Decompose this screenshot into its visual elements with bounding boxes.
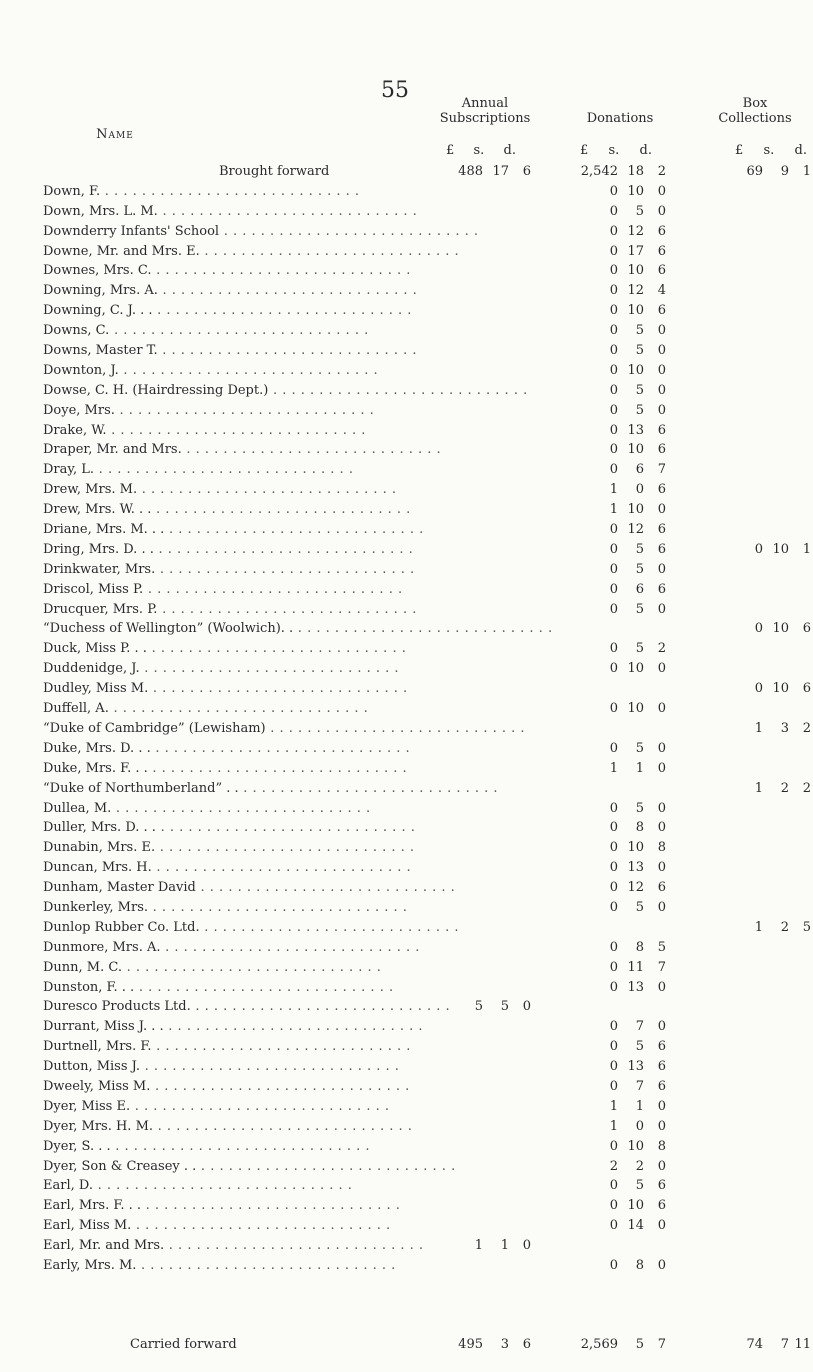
table-row xyxy=(43,619,813,639)
amount-don: 0 5 0 xyxy=(609,343,666,359)
amount-don: 0 5 0 xyxy=(609,740,666,756)
amount-don: 0 13 0 xyxy=(609,860,666,876)
amount-don: 2 2 0 xyxy=(609,1158,666,1174)
table-row xyxy=(43,520,813,540)
entry-name-text: Downton, J. xyxy=(43,362,119,378)
ledger-table xyxy=(43,162,813,1276)
entry-name-text: Downs, C. xyxy=(43,323,110,339)
leader-dots: . . . . . . . . . . . . . . . . . . . . . . . . . . . . xyxy=(109,323,369,339)
amount-don: 0 5 0 xyxy=(609,402,666,418)
leader-dots: . . . . . . . . . . . . . . . . . . . . . . . . . . . . xyxy=(157,203,418,219)
amount-don: 1 0 0 xyxy=(609,1118,666,1134)
entry-name-text: Drew, Mrs. W. . . xyxy=(43,502,152,518)
leader-dots: . . . . . . . . . . . . . . . . . . . . . . . . . . . . xyxy=(118,362,379,378)
entry-name-text: Dullea, M. xyxy=(43,800,112,816)
amount-don: 0 10 6 xyxy=(609,303,666,319)
leader-dots: . . . . . . . . . . . . . . . . . . . . . . . . . . . . xyxy=(238,780,499,796)
leader-dots: . . . . . . . . . . . . . . . . . . . . . . . . . . . . xyxy=(136,1257,396,1273)
entry-name xyxy=(43,520,433,540)
table-row xyxy=(43,858,813,878)
entry-name-text: Down, Mrs. L. M. xyxy=(43,203,158,219)
amount-don: 0 5 0 xyxy=(609,382,666,398)
amount-don: 0 5 0 xyxy=(609,899,666,915)
entry-name xyxy=(43,858,433,878)
table-row xyxy=(43,759,813,779)
leader-dots: . . . . . . . . . . . . . . . . . . . . . . . . . . . . xyxy=(151,263,411,279)
entry-name xyxy=(43,540,433,560)
entry-name xyxy=(43,719,526,739)
entry-name xyxy=(43,560,433,580)
entry-name xyxy=(43,1256,433,1276)
entry-name xyxy=(43,1077,433,1097)
entry-name-text: Earl, Miss M. xyxy=(43,1218,132,1234)
table-row xyxy=(43,679,813,699)
entry-name-text: Drake, W. xyxy=(43,422,107,438)
leader-dots: . . . . . . . . . . . . . . . . . . . . . . . . . . . . xyxy=(141,1198,401,1214)
entry-name xyxy=(43,759,433,779)
leader-dots: . . . . . . . . . . . . . . . . . . . . . . . . . . . . xyxy=(148,681,408,697)
table-row xyxy=(43,440,813,460)
table-row xyxy=(43,1037,813,1057)
amount-don: 1 0 6 xyxy=(609,482,666,498)
entry-name-text: Down, F. xyxy=(43,183,101,199)
entry-name xyxy=(43,1176,433,1196)
entry-name xyxy=(43,1196,433,1216)
entry-name xyxy=(43,1137,433,1157)
entry-name-text: Duke, Mrs. F. . . xyxy=(43,760,148,776)
entry-name xyxy=(43,500,433,520)
entry-name-text: Durtnell, Mrs. F. xyxy=(43,1039,152,1055)
entry-name xyxy=(43,281,433,301)
leader-dots: . . . . . . . . . . . . . . . . . . . . . . . . . . . . xyxy=(122,959,382,975)
carried-forward-label: Carried forward xyxy=(130,1337,237,1352)
leader-dots: . . . . . . . . . . . . . . . . . . . . . . . . . . . . xyxy=(195,880,456,896)
amount-box: 1 3 2 xyxy=(754,720,811,736)
leader-dots: . . . . . . . . . . . . . . . . . . . . . . . . . . . . xyxy=(148,899,408,915)
leader-dots: . . . . . . . . . . . . . . . . . . . . . . . . . . . . xyxy=(268,382,528,398)
table-row xyxy=(43,898,813,918)
entry-name-text: Downs, Master T. xyxy=(43,343,158,359)
table-row xyxy=(43,202,813,222)
amount-box: 1 2 5 xyxy=(754,919,811,935)
amount-box: 0 10 6 xyxy=(754,621,811,637)
leader-dots: . . . . . . . . . . . . . . . . . . . . . . . . . . . . xyxy=(151,502,411,518)
entry-name xyxy=(43,1216,433,1236)
entry-name xyxy=(43,818,433,838)
currency-subscriptions: £ s. d. xyxy=(446,143,516,158)
entry-name xyxy=(43,261,433,281)
table-row xyxy=(43,739,813,759)
leader-dots: . . . . . . . . . . . . . . . . . . . . . . . . . . . . xyxy=(181,442,442,458)
leader-dots: . . . . . . . . . . . . . . . . . . . . . . . . . . . . xyxy=(146,641,407,657)
table-row xyxy=(43,460,813,480)
leader-dots: . . . . . . . . . . . . . . . . . . . . . . . . . . . . xyxy=(139,661,400,677)
amount-don: 0 17 6 xyxy=(609,243,666,259)
entry-name xyxy=(43,838,433,858)
entry-name xyxy=(43,580,433,600)
entry-name xyxy=(43,321,433,341)
amount-don: 0 10 0 xyxy=(609,183,666,199)
entry-name-text: Dray, L. xyxy=(43,462,95,478)
amount-don: 0 10 0 xyxy=(609,661,666,677)
table-row xyxy=(43,321,813,341)
leader-dots: . . . . . . . . . . . . . . . . . . . . . . . . . . . . xyxy=(137,482,397,498)
amount-don: 0 12 6 xyxy=(609,522,666,538)
table-row xyxy=(43,719,813,739)
brought-forward-donations: 2,542 18 2 xyxy=(580,164,666,179)
table-row xyxy=(43,1176,813,1196)
amount-don: 0 8 5 xyxy=(609,939,666,955)
amount-don: 0 12 6 xyxy=(609,223,666,239)
entry-name-text: “Duke of Northumberland” . . xyxy=(43,780,239,796)
entry-name-text: Doye, Mrs. xyxy=(43,402,115,418)
currency-box: £ s. d. xyxy=(735,143,807,158)
leader-dots: . . . . . . . . . . . . . . . . . . . . . . . . . . . . xyxy=(151,860,412,876)
amount-don: 0 5 0 xyxy=(609,323,666,339)
entry-name-text: Dyer, S. . . xyxy=(43,1138,111,1154)
leader-dots: . . . . . . . . . . . . . . . . . . . . . . . . . . . . xyxy=(153,541,414,557)
entry-name xyxy=(43,1037,433,1057)
entry-name xyxy=(43,918,459,938)
entry-name-text: Duck, Miss P. . . xyxy=(43,641,147,657)
leader-dots: . . . . . . . . . . . . . . . . . . . . . . . . . . . . xyxy=(92,1178,353,1194)
entry-name-text: Driane, Mrs. M. . . xyxy=(43,522,165,538)
table-row xyxy=(43,918,813,938)
table-row xyxy=(43,978,813,998)
header-subscriptions: Annual Subscriptions xyxy=(439,96,531,126)
table-row xyxy=(43,1157,813,1177)
leader-dots: . . . . . . . . . . . . . . . . . . . . . . . . . . . . xyxy=(199,243,460,259)
entry-name-text: Dunlop Rubber Co. Ltd. xyxy=(43,919,200,935)
leader-dots: . . . . . . . . . . . . . . . . . . . . . . . . . . . . xyxy=(265,720,526,736)
entry-name-text: Dudley, Miss M. xyxy=(43,681,149,697)
amount-don: 0 10 6 xyxy=(609,442,666,458)
leader-dots: . . . . . . . . . . . . . . . . . . . . . . . . . . . . xyxy=(160,939,420,955)
entry-name xyxy=(43,600,433,620)
amount-box: 0 10 6 xyxy=(754,681,811,697)
entry-name xyxy=(43,958,433,978)
leader-dots: . . . . . . . . . . . . . . . . . . . . . . . . . . . . xyxy=(155,561,415,577)
entry-name xyxy=(43,978,433,998)
leader-dots: . . . . . . . . . . . . . . . . . . . . . . . . . . . . xyxy=(155,840,415,856)
table-row xyxy=(43,242,813,262)
entry-name xyxy=(43,1057,433,1077)
entry-name xyxy=(43,938,433,958)
table-row xyxy=(43,301,813,321)
entry-name xyxy=(43,401,433,421)
entry-name xyxy=(43,659,433,679)
amount-don: 1 1 0 xyxy=(609,760,666,776)
table-row xyxy=(43,1017,813,1037)
leader-dots: . . . . . . . . . . . . . . . . . . . . . . . . . . . . xyxy=(152,303,412,319)
table-row xyxy=(43,1077,813,1097)
entry-name-text: Duke, Mrs. D. . . xyxy=(43,740,151,756)
entry-name xyxy=(43,1236,433,1256)
leader-dots: . . . . . . . . . . . . . . . . . . . . . . . . . . . . xyxy=(219,223,479,239)
leader-dots: . . . . . . . . . . . . . . . . . . . . . . . . . . . . xyxy=(157,601,417,617)
leader-dots: . . . . . . . . . . . . . . . . . . . . . . . . . . . . xyxy=(108,701,369,717)
entry-name xyxy=(43,460,433,480)
entry-name-text: Early, Mrs. M. xyxy=(43,1257,137,1273)
entry-name xyxy=(43,202,433,222)
leader-dots: . . . . . . . . . . . . . . . . . . . . . . . . . . . . xyxy=(94,462,354,478)
amount-don: 0 8 0 xyxy=(609,1257,666,1273)
entry-name-text: Downderry Infants' School xyxy=(43,223,220,239)
leader-dots: . . . . . . . . . . . . . . . . . . . . . . . . . . . . xyxy=(151,1039,411,1055)
currency-donations: £ s. d. xyxy=(580,143,652,158)
amount-don: 0 10 0 xyxy=(609,362,666,378)
entry-name-text: Downes, Mrs. C. xyxy=(43,263,152,279)
amount-don: 0 7 6 xyxy=(609,1078,666,1094)
entry-name-text: “Duchess of Wellington” (Woolwich). . xyxy=(43,621,294,637)
entry-name-text: Dweely, Miss M. xyxy=(43,1078,151,1094)
leader-dots: . . . . . . . . . . . . . . . . . . . . . . . . . . . . xyxy=(196,1158,456,1174)
header-name: Name xyxy=(96,127,134,142)
amount-don: 0 5 2 xyxy=(609,641,666,657)
entry-name xyxy=(43,1117,433,1137)
entry-name xyxy=(43,799,433,819)
table-row xyxy=(43,699,813,719)
entry-name-text: Durrant, Miss J. . . xyxy=(43,1019,164,1035)
table-row xyxy=(43,838,813,858)
header-donations: Donations xyxy=(586,111,654,126)
table-row xyxy=(43,1057,813,1077)
amount-don: 0 10 0 xyxy=(609,701,666,717)
entry-name xyxy=(43,898,433,918)
brought-forward-label: Brought forward xyxy=(219,164,330,179)
table-row xyxy=(43,1137,813,1157)
page-number: 55 xyxy=(381,78,409,103)
amount-don: 0 6 6 xyxy=(609,581,666,597)
entry-name xyxy=(43,1157,456,1177)
entry-name xyxy=(43,619,553,639)
brought-forward-row xyxy=(43,162,813,182)
leader-dots: . . . . . . . . . . . . . . . . . . . . . . . . . . . . xyxy=(131,1218,391,1234)
table-row xyxy=(43,818,813,838)
table-row xyxy=(43,421,813,441)
table-row xyxy=(43,381,813,401)
entry-name-text: Dunabin, Mrs. E. xyxy=(43,840,156,856)
entry-name-text: Duffell, A. xyxy=(43,701,109,717)
leader-dots: . . . . . . . . . . . . . . . . . . . . . . . . . . . . xyxy=(150,1078,410,1094)
entry-name-text: Drinkwater, Mrs. xyxy=(43,561,156,577)
table-row xyxy=(43,997,813,1017)
amount-don: 0 7 0 xyxy=(609,1019,666,1035)
entry-name-text: Driscol, Miss P. xyxy=(43,581,144,597)
table-row xyxy=(43,1117,813,1137)
amount-don: 0 8 0 xyxy=(609,820,666,836)
leader-dots: . . . . . . . . . . . . . . . . . . . . . . . . . . . . xyxy=(130,1098,390,1114)
amount-don: 0 13 0 xyxy=(609,979,666,995)
entry-name-text: Earl, D. xyxy=(43,1178,93,1194)
entry-name xyxy=(43,639,433,659)
table-row xyxy=(43,600,813,620)
amount-don: 0 5 0 xyxy=(609,203,666,219)
entry-name-text: Duresco Products Ltd. xyxy=(43,999,191,1015)
entry-name xyxy=(43,222,479,242)
entry-name-text: Downing, C. J. . . xyxy=(43,303,153,319)
leader-dots: . . . . . . . . . . . . . . . . . . . . . . . . . . . . xyxy=(155,820,416,836)
carried-forward-box: 74 7 11 xyxy=(746,1337,811,1352)
amount-don: 0 10 8 xyxy=(609,1138,666,1154)
table-row xyxy=(43,580,813,600)
entry-name-text: Dunn, M. C. xyxy=(43,959,122,975)
entry-name-text: Earl, Mrs. F. . . xyxy=(43,1198,141,1214)
table-row xyxy=(43,222,813,242)
entry-name-text: Dowse, C. H. (Hairdressing Dept.) xyxy=(43,382,269,398)
brought-forward-box: 69 9 1 xyxy=(746,164,811,179)
entry-name-text: Drew, Mrs. M. xyxy=(43,482,138,498)
amount-don: 0 13 6 xyxy=(609,422,666,438)
leader-dots: . . . . . . . . . . . . . . . . . . . . . . . . . . . . xyxy=(106,422,366,438)
entry-name-text: Downe, Mr. and Mrs. E. xyxy=(43,243,200,259)
entry-name xyxy=(43,421,433,441)
entry-name-text: Earl, Mr. and Mrs. xyxy=(43,1238,165,1254)
table-row xyxy=(43,799,813,819)
amount-don: 1 10 0 xyxy=(609,502,666,518)
amount-don: 0 5 6 xyxy=(609,1039,666,1055)
table-row xyxy=(43,1256,813,1276)
entry-name-text: Duller, Mrs. D. . . xyxy=(43,820,156,836)
leader-dots: . . . . . . . . . . . . . . . . . . . . . . . . . . . . xyxy=(157,283,418,299)
table-row xyxy=(43,182,813,202)
entry-name xyxy=(43,1097,433,1117)
entry-name-text: Dyer, Miss E. xyxy=(43,1098,131,1114)
amount-don: 0 5 0 xyxy=(609,561,666,577)
entry-name xyxy=(43,679,433,699)
amount-don: 0 11 7 xyxy=(609,959,666,975)
leader-dots: . . . . . . . . . . . . . . . . . . . . . . . . . . . . xyxy=(164,1238,424,1254)
leader-dots: . . . . . . . . . . . . . . . . . . . . . . . . . . . . xyxy=(157,343,417,359)
entry-name-text: Dunston, F. . . xyxy=(43,979,135,995)
amount-don: 0 5 6 xyxy=(609,541,666,557)
entry-name xyxy=(43,779,499,799)
table-row xyxy=(43,261,813,281)
table-row xyxy=(43,639,813,659)
entry-name xyxy=(43,480,433,500)
table-row xyxy=(43,878,813,898)
entry-name xyxy=(43,1017,433,1037)
amount-don: 0 5 0 xyxy=(609,601,666,617)
entry-name xyxy=(43,381,528,401)
table-row xyxy=(43,401,813,421)
entry-name xyxy=(43,301,433,321)
entry-name-text: Draper, Mr. and Mrs. xyxy=(43,442,182,458)
entry-name-text: Dunmore, Mrs. A. xyxy=(43,939,161,955)
leader-dots: . . . . . . . . . . . . . . . . . . . . . . . . . . . . xyxy=(164,522,424,538)
leader-dots: . . . . . . . . . . . . . . . . . . . . . . . . . . . . xyxy=(100,183,360,199)
amount-don: 1 1 0 xyxy=(609,1098,666,1114)
entry-name-text: Dyer, Son & Creasey . . xyxy=(43,1158,197,1174)
amount-don: 0 12 6 xyxy=(609,880,666,896)
table-row xyxy=(43,1216,813,1236)
amount-don: 0 10 8 xyxy=(609,840,666,856)
carried-forward-subscriptions: 495 3 6 xyxy=(458,1337,531,1352)
leader-dots: . . . . . . . . . . . . . . . . . . . . . . . . . . . . xyxy=(143,581,403,597)
table-row xyxy=(43,361,813,381)
leader-dots: . . . . . . . . . . . . . . . . . . . . . . . . . . . . xyxy=(163,1019,424,1035)
leader-dots: . . . . . . . . . . . . . . . . . . . . . . . . . . . . xyxy=(199,919,459,935)
entry-name-text: Dring, Mrs. D. . . xyxy=(43,541,154,557)
amount-don: 0 5 6 xyxy=(609,1178,666,1194)
entry-name xyxy=(43,361,433,381)
entry-name xyxy=(43,997,451,1017)
entry-name xyxy=(43,878,456,898)
table-row xyxy=(43,938,813,958)
entry-name-text: Dyer, Mrs. H. M. xyxy=(43,1118,154,1134)
entry-name xyxy=(43,440,442,460)
entry-name xyxy=(43,739,433,759)
table-row xyxy=(43,1236,813,1256)
entry-name xyxy=(43,242,460,262)
table-row xyxy=(43,779,813,799)
amount-sub: 1 1 0 xyxy=(474,1238,531,1254)
amount-box: 0 10 1 xyxy=(754,541,811,557)
amount-box: 1 2 2 xyxy=(754,780,811,796)
amount-don: 0 5 0 xyxy=(609,800,666,816)
leader-dots: . . . . . . . . . . . . . . . . . . . . . . . . . . . . xyxy=(134,979,394,995)
table-row xyxy=(43,281,813,301)
amount-don: 0 12 4 xyxy=(609,283,666,299)
table-row xyxy=(43,480,813,500)
table-row xyxy=(43,500,813,520)
amount-sub: 5 5 0 xyxy=(474,999,531,1015)
leader-dots: . . . . . . . . . . . . . . . . . . . . . . . . . . . . xyxy=(147,760,408,776)
entry-name xyxy=(43,182,433,202)
table-row xyxy=(43,659,813,679)
header-box-collections: Box Collections xyxy=(718,96,792,126)
entry-name-text: “Duke of Cambridge” (Lewisham) xyxy=(43,720,266,736)
entry-name-text: Dutton, Miss J. xyxy=(43,1059,140,1075)
entry-name xyxy=(43,699,433,719)
amount-don: 0 14 0 xyxy=(609,1218,666,1234)
leader-dots: . . . . . . . . . . . . . . . . . . . . . . . . . . . . xyxy=(110,1138,371,1154)
table-row xyxy=(43,560,813,580)
brought-forward-subscriptions: 488 17 6 xyxy=(458,164,531,179)
entry-name-text: Downing, Mrs. A. xyxy=(43,283,158,299)
leader-dots: . . . . . . . . . . . . . . . . . . . . . . . . . . . . xyxy=(140,1059,400,1075)
carried-forward-donations: 2,569 5 7 xyxy=(580,1337,666,1352)
amount-don: 0 6 7 xyxy=(609,462,666,478)
table-row xyxy=(43,341,813,361)
entry-name-text: Duncan, Mrs. H. xyxy=(43,860,152,876)
amount-don: 0 13 6 xyxy=(609,1059,666,1075)
amount-don: 0 10 6 xyxy=(609,263,666,279)
leader-dots: . . . . . . . . . . . . . . . . . . . . . . . . . . . . xyxy=(114,402,375,418)
leader-dots: . . . . . . . . . . . . . . . . . . . . . . . . . . . . xyxy=(111,800,371,816)
entry-name-text: Duddenidge, J. xyxy=(43,661,140,677)
table-row xyxy=(43,1097,813,1117)
entry-name xyxy=(43,341,433,361)
entry-name-text: Drucquer, Mrs. P. xyxy=(43,601,158,617)
leader-dots: . . . . . . . . . . . . . . . . . . . . . . . . . . . . xyxy=(293,621,553,637)
table-row xyxy=(43,958,813,978)
entry-name-text: Dunkerley, Mrs. xyxy=(43,899,149,915)
leader-dots: . . . . . . . . . . . . . . . . . . . . . . . . . . . . xyxy=(150,740,411,756)
table-row xyxy=(43,540,813,560)
amount-don: 0 10 6 xyxy=(609,1198,666,1214)
leader-dots: . . . . . . . . . . . . . . . . . . . . . . . . . . . . xyxy=(190,999,451,1015)
leader-dots: . . . . . . . . . . . . . . . . . . . . . . . . . . . . xyxy=(153,1118,413,1134)
table-row xyxy=(43,1196,813,1216)
entry-name-text: Dunham, Master David xyxy=(43,880,196,896)
